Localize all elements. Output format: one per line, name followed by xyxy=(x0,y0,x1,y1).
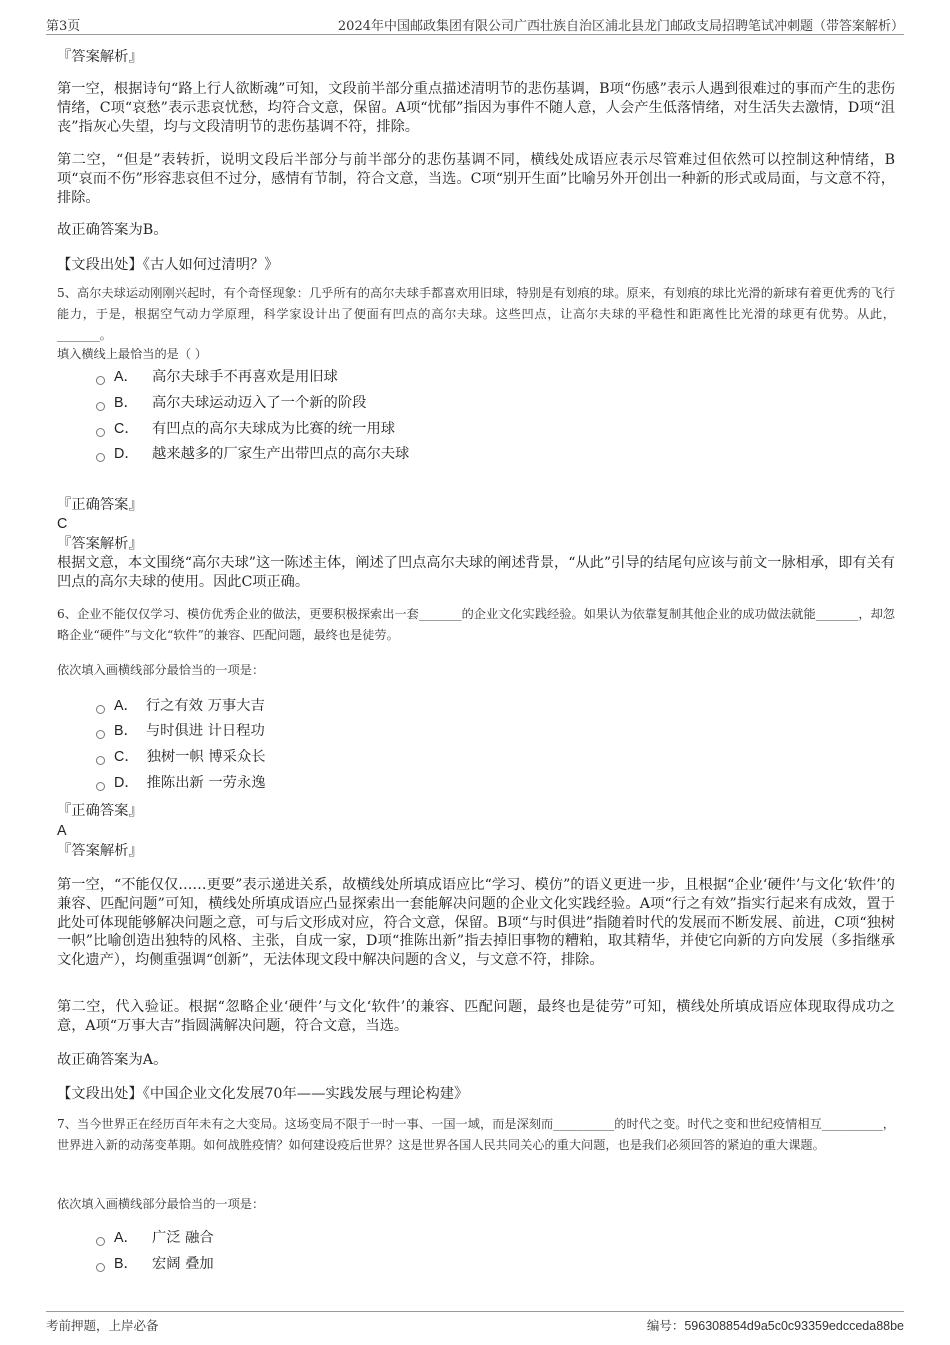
q6-analysis-para-1: 第一空，“不能仅仅……更要”表示递进关系，故横线处所填成语应比“学习、模仿”的语义更进一步，且根据“企业‘硬件’与文化‘软件’的兼容、匹配问题”可知，横线处所填成语应凸显探索出一套能解决问题的企业文化实践经验。A项“行之有效”指实行起来有成效，置于此处可体现能够解决问题之意，可与后文形成对应，符合文意，保留。B项“与时俱进”指随着时代的发展而不断发展、前进，C项“独树一帜”比喻创造出独特的风格、主张，自成一家，D项“推陈出新”指去掉旧事物的糟粕，取其精华，并使它向新的方向发展（多指继承文化遗产），均侧重强调“创新”，无法体现文段中解决问题的含义，与文意不符，排除。 xyxy=(57,877,895,969)
q6-correct-answer: A xyxy=(57,823,67,839)
q6-answer-summary: 故正确答案为A。 xyxy=(57,1052,168,1068)
q6-correct-heading: 『正确答案』 xyxy=(57,803,143,819)
radio-icon[interactable] xyxy=(96,782,105,791)
q6-option-d[interactable]: D． 推陈出新 一劳永逸 xyxy=(96,774,266,793)
footer-slogan: 考前押题，上岸必备 xyxy=(46,1318,159,1333)
q6-option-a[interactable]: A． 行之有效 万事大吉 xyxy=(96,697,265,716)
analysis-para-2: 第二空，“但是”表转折，说明文段后半部分与前半部分的悲伤基调不同，横线处成语应表示尽管难过但依然可以控制这种情绪，B项“哀而不伤”形容悲哀但不过分，感情有节制，符合文意，当选。C项“别开生面”比喻另外开创出一种新的形式或局面，与文意不符，排除。 xyxy=(57,152,895,206)
page-number: 第3页 xyxy=(46,19,81,34)
radio-icon[interactable] xyxy=(96,1263,105,1272)
radio-icon[interactable] xyxy=(96,705,105,714)
radio-icon[interactable] xyxy=(96,428,105,437)
q7-option-b[interactable]: B． 宏阔 叠加 xyxy=(96,1255,214,1274)
q6-option-b[interactable]: B． 与时俱进 计日程功 xyxy=(96,722,265,741)
q5-correct-answer: C xyxy=(57,516,68,532)
radio-icon[interactable] xyxy=(96,402,105,411)
q5-analysis-text: 根据文意，本文围绕“高尔夫球”这一陈述主体，阐述了凹点高尔夫球的阐述背景，“从此”引导的结尾句应该与前文一脉相承，即有关有凹点的高尔夫球的使用。因此C项正确。 xyxy=(57,555,895,590)
question-6-text: 6、企业不能仅仅学习、模仿优秀企业的做法，更要积极探索出一套_______的企业文化实践经验。如果认为依靠复制其他企业的成功做法就能_______，却忽略企业“硬件”与文化“软件”的兼容、匹配问题，最终也是徒劳。 xyxy=(57,607,895,642)
q6-option-c[interactable]: C． 独树一帜 博采众长 xyxy=(96,748,266,767)
radio-icon[interactable] xyxy=(96,376,105,385)
radio-icon[interactable] xyxy=(96,1237,105,1246)
q5-option-d[interactable]: D． 越来越多的厂家生产出带凹点的高尔夫球 xyxy=(96,445,409,464)
q6-analysis-heading: 『答案解析』 xyxy=(57,843,143,859)
radio-icon[interactable] xyxy=(96,730,105,739)
source-note: 【文段出处】《古人如何过清明？》 xyxy=(57,257,279,273)
question-5-prompt: 填入横线上最恰当的是（ ） xyxy=(57,347,208,361)
page-header xyxy=(46,12,904,35)
analysis-para-1: 第一空，根据诗句“路上行人欲断魂”可知，文段前半部分重点描述清明节的悲伤基调，B项“伤感”表示人遇到很难过的事而产生的悲伤情绪，C项“哀愁”表示悲哀忧愁，均符合文意，保留。A项“忧郁”指因为事件不随人意，人会产生低落情绪，对生活失去激情，D项“沮丧”指灰心失望，均与文段清明节的悲伤基调不符，排除。 xyxy=(57,81,895,135)
q5-analysis-heading: 『答案解析』 xyxy=(57,536,143,552)
footer-code: 编号：596308854d9a5c0c93359edcceda88be xyxy=(646,1318,904,1333)
answer-summary: 故正确答案为B。 xyxy=(57,222,168,238)
question-6-prompt: 依次填入画横线部分最恰当的一项是： xyxy=(57,663,265,677)
q5-option-a[interactable]: A． 高尔夫球手不再喜欢是用旧球 xyxy=(96,368,338,387)
document-code: 596308854d9a5c0c93359edcceda88be xyxy=(684,1319,904,1333)
document-title: 2024年中国邮政集团有限公司广西壮族自治区浦北县龙门邮政支局招聘笔试冲刺题（带答案解析） xyxy=(337,19,904,34)
q7-option-a[interactable]: A． 广泛 融合 xyxy=(96,1229,214,1248)
q6-analysis-para-2: 第二空，代入验证。根据“忽略企业‘硬件’与文化‘软件’的兼容、匹配问题，最终也是徒劳”可知，横线处所填成语应体现取得成功之意，A项“万事大吉”指圆满解决问题，符合文意，当选。 xyxy=(57,999,895,1034)
question-7-prompt: 依次填入画横线部分最恰当的一项是： xyxy=(57,1197,265,1211)
q6-source-note: 【文段出处】《中国企业文化发展70年——实践发展与理论构建》 xyxy=(57,1086,469,1102)
radio-icon[interactable] xyxy=(96,756,105,765)
question-5-text: 5、高尔夫球运动刚刚兴起时，有个奇怪现象：几乎所有的高尔夫球手都喜欢用旧球，特别是有划痕的球。原来，有划痕的球比光滑的新球有着更优秀的飞行能力，于是，根据空气动力学原理，科学家设计出了便面有凹点的高尔夫球。这些凹点，让高尔夫球的平稳性和距离性比光滑的球更有优势。从此，_______。 xyxy=(57,286,895,342)
q5-option-c[interactable]: C． 有凹点的高尔夫球成为比赛的统一用球 xyxy=(96,420,395,439)
page-footer xyxy=(46,1311,904,1336)
analysis-heading: 『答案解析』 xyxy=(57,49,143,65)
q5-option-b[interactable]: B． 高尔夫球运动迈入了一个新的阶段 xyxy=(96,394,366,413)
radio-icon[interactable] xyxy=(96,453,105,462)
q5-correct-heading: 『正确答案』 xyxy=(57,497,143,513)
question-7-text: 7、当今世界正在经历百年未有之大变局。这场变局不限于一时一事、一国一域，而是深刻而__________的时代之变。时代之变和世纪疫情相互__________，世界进入新的动荡变革期。如何战胜疫情？如何建设疫后世界？这是世界各国人民共同关心的重大问题，也是我们必须回答的紧迫的重大课题。 xyxy=(57,1117,895,1152)
